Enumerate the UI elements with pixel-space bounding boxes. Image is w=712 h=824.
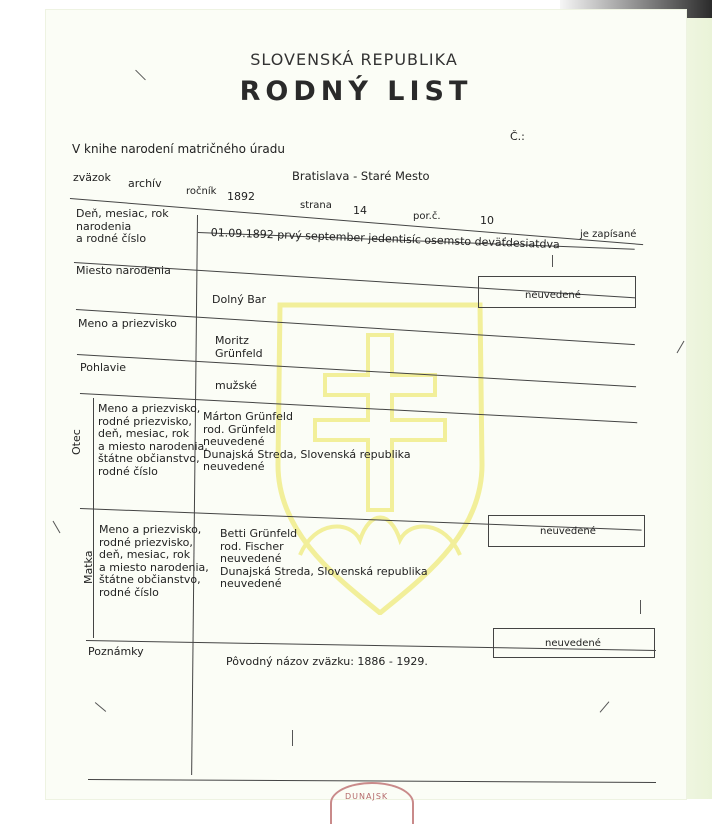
sex-label: Pohlavie bbox=[80, 361, 127, 374]
registry-office: Bratislava - Staré Mesto bbox=[292, 169, 430, 183]
archive-label: archív bbox=[128, 177, 162, 190]
number-label: Č.: bbox=[510, 130, 525, 143]
notes-label: Poznámky bbox=[88, 645, 144, 658]
name-value: Moritz Grünfeld bbox=[215, 334, 263, 360]
mother-value: Betti Grünfeld rod. Fischer neuvedené Dunajská Streda, Slovenská republika neuvedené bbox=[220, 527, 428, 590]
year-label: ročník bbox=[186, 186, 217, 197]
seq-label: por.č. bbox=[413, 211, 441, 222]
page-value: 14 bbox=[353, 204, 367, 217]
birthplace-label: Miesto narodenia bbox=[76, 264, 171, 277]
name-label: Meno a priezvisko bbox=[78, 317, 177, 330]
page-label: strana bbox=[300, 200, 332, 211]
notes-box-value: neuvedené bbox=[545, 638, 601, 649]
mother-details-label: Meno a priezvisko, rodné priezvisko, deň, mesiac, rok a miesto narodenia, štátne občianstvo, rodné číslo bbox=[99, 523, 209, 599]
security-mark bbox=[640, 600, 641, 614]
birthplace-box-value: neuvedené bbox=[525, 290, 581, 301]
registry-intro: V knihe narodení matričného úradu bbox=[72, 142, 285, 156]
security-mark bbox=[292, 730, 293, 746]
official-stamp bbox=[330, 782, 414, 824]
mother-box-value: neuvedené bbox=[540, 526, 596, 537]
stamp-text: DUNAJSK bbox=[345, 792, 389, 801]
security-mark bbox=[552, 255, 553, 267]
birthplace-value: Dolný Bar bbox=[212, 293, 267, 306]
birth-date-label: Deň, mesiac, rok narodenia a rodné číslo bbox=[76, 207, 169, 245]
father-value: Márton Grünfeld rod. Grünfeld neuvedené Dunajská Streda, Slovenská republika neuvedené bbox=[203, 410, 411, 473]
birth-date-value: 01.09.1892 prvý september jedentisíc osemsto deväťdesiatdva bbox=[210, 226, 560, 252]
seq-value: 10 bbox=[480, 214, 494, 227]
sex-value: mužské bbox=[215, 379, 257, 392]
father-details-label: Meno a priezvisko, rodné priezvisko, deň, mesiac, rok a miesto narodenia, štátne občianstvo, rodné číslo bbox=[98, 402, 208, 478]
father-label: Otec bbox=[70, 429, 83, 455]
notes-value: Pôvodný názov zväzku: 1886 - 1929. bbox=[226, 655, 428, 668]
year-value: 1892 bbox=[227, 190, 255, 203]
document-title: RODNÝ LIST bbox=[239, 76, 473, 107]
mother-label: Matka bbox=[82, 550, 95, 584]
country-title: SLOVENSKÁ REPUBLIKA bbox=[250, 50, 458, 69]
volume-label: zväzok bbox=[73, 171, 111, 184]
recorded-label: je zapísané bbox=[580, 229, 637, 240]
